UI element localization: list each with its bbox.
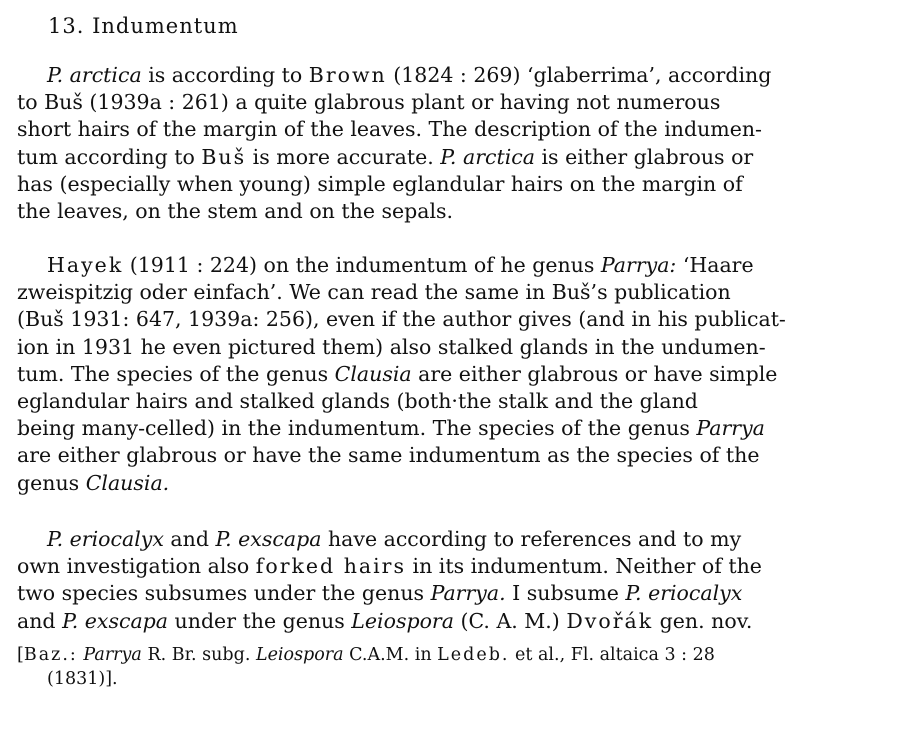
p2-line-2: zweispitzig oder einfach’. We can read the same in Buš’s publication (17, 280, 731, 305)
p2-line-7: being many-celled) in the indumentum. The species of the genus Parrya (17, 416, 765, 441)
p1-line-2: to Buš (1939a : 261) a quite glabrous plant or having not numerous (17, 90, 721, 115)
p1-line-1: P. arctica is according to Brown (1824 : 269) ‘glaberrima’, according (47, 63, 772, 87)
citation-line-1: [Baz.: Parrya R. Br. subg. Leiospora C.A.M. in Ledeb. et al., Fl. altaica 3 : 28 (17, 645, 715, 665)
taxon-name: P. exscapa (62, 608, 169, 633)
taxon-name: P. arctica (440, 144, 535, 169)
genus-name: Leiospora (255, 645, 344, 665)
taxon-name: P. exscapa (215, 527, 322, 551)
p1-line-4: tum according to Buš is more accurate. P. arctica is either glabrous or (17, 144, 754, 169)
citation-line-2: (1831)]. (47, 669, 118, 689)
p2-line-5: tum. The species of the genus Clausia are either glabrous or have simple (17, 361, 778, 386)
p2-line-6: eglandular hairs and stalked glands (both·the stalk and the gland (17, 389, 698, 414)
p3-line-2: own investigation also forked hairs in its indumentum. Neither of the (17, 554, 762, 579)
p1-line-6: the leaves, on the stem and on the sepals. (17, 199, 454, 224)
basionym-citation (17, 643, 889, 691)
p1-line-3: short hairs of the margin of the leaves. The description of the indumen- (17, 117, 762, 142)
emphasis-term: forked hairs (255, 554, 406, 579)
p2-line-9: genus Clausia. (17, 470, 170, 495)
p2-line-3: (Buš 1931: 647, 1939a: 256), even if the author gives (and in his publicat- (17, 307, 786, 332)
p2-line-1: Hayek (1911 : 224) on the indumentum of he genus Parrya: ‘Haare (47, 253, 754, 277)
taxon-name: P. eriocalyx (47, 527, 164, 551)
taxon-name: P. arctica (47, 63, 142, 87)
section-heading: 13. Indumentum (48, 14, 239, 38)
p2-line-4: ion in 1931 he even pictured them) also stalked glands in the undumen- (17, 334, 766, 359)
author-name: Dvořák (566, 608, 654, 633)
paragraph-1 (17, 62, 889, 225)
genus-name: Leiospora (351, 608, 454, 633)
genus-name: Parrya (83, 645, 142, 665)
genus-name: Parrya. (430, 581, 506, 606)
genus-name: Clausia. (85, 470, 170, 495)
p1-line-5: has (especially when young) simple eglandular hairs on the margin of (17, 171, 743, 196)
taxon-name: P. eriocalyx (625, 581, 743, 606)
author-name: Buš (201, 144, 247, 169)
p2-line-8: are either glabrous or have the same indumentum as the species of the (17, 443, 760, 468)
genus-name: Parrya: (600, 253, 677, 277)
author-name: Brown (308, 63, 387, 87)
p3-line-1: P. eriocalyx and P. exscapa have according to references and to my (47, 527, 742, 551)
genus-name: Clausia (334, 361, 412, 386)
author-name: Hayek (47, 253, 124, 277)
p3-line-4: and P. exscapa under the genus Leiospora (C. A. M.) Dvořák gen. nov. (17, 608, 753, 633)
paragraph-2 (17, 252, 889, 497)
p3-line-3: two species subsumes under the genus Parrya. I subsume P. eriocalyx (17, 581, 743, 606)
author-name: Ledeb. (437, 645, 510, 665)
paragraph-3 (17, 526, 889, 635)
genus-name: Parrya (696, 416, 765, 441)
